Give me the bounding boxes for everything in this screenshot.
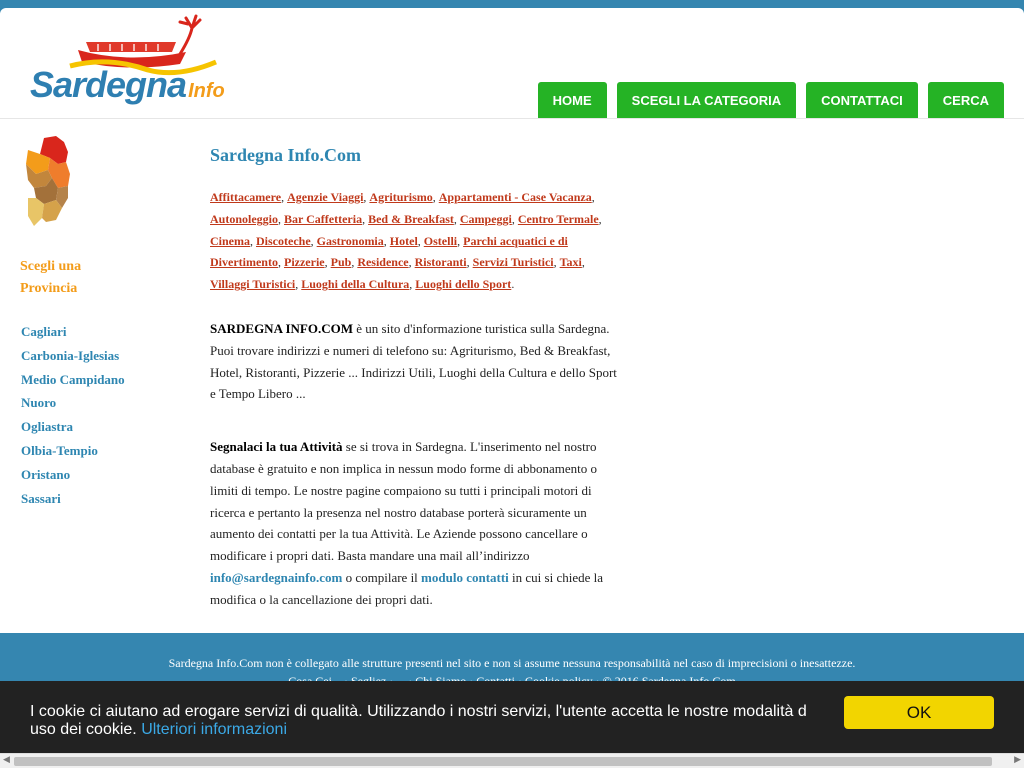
signup-text: se si trova in Sardegna. L'inserimento nel nostro database è gratuito e non implica in nessun modo forme di abbonamento o limiti di tempo. Le nostre pagine compaiono su tutti i principali motori di ricerca e pertanto la presenza nel nostro database porterà sicuramente un aumento dei contatti per la tua Attività. Le Aziende possono cancellare o modificare i propri dati. Basta mandare una mail all’indirizzo (210, 439, 598, 564)
category-link[interactable]: Taxi (559, 255, 582, 270)
category-link[interactable]: Agriturismo (369, 190, 433, 204)
main-nav (538, 82, 1004, 119)
category-link[interactable]: Luoghi dello Sport (415, 277, 512, 292)
intro-bold: SARDEGNA INFO.COM (210, 320, 354, 336)
main-content (210, 145, 625, 611)
signup-mid-text: o compilare il (342, 569, 422, 585)
email-link[interactable]: info@sardegnainfo.com (210, 569, 343, 585)
top-strip (0, 0, 1024, 8)
category-link[interactable]: Autonoleggio (210, 211, 279, 226)
footer-disclaimer: Sardegna Info.Com non è collegato alle strutture presenti nel sito e non si assume nessuna responsabilità nel caso di imprecisioni o inesattezze. (168, 656, 856, 670)
category-link[interactable]: Discoteche (256, 233, 311, 248)
category-link[interactable]: Appartamenti - Case Vacanza (438, 190, 592, 204)
category-link[interactable]: Ristoranti (414, 255, 467, 270)
category-link[interactable]: Agenzie Viaggi (287, 190, 364, 204)
category-links: Affittacamere, Agenzie Viaggi, Agriturismo, Appartamenti - Case Vacanza, Autonoleggio, Bar Caffetteria, Bed & Breakfast, Campeggi, Centro Termale, Cinema, Discoteche, Gastronomia, Hotel, Ostelli, Parchi acquatici e di Divertimento, Pizzerie, Pub, Residence, Ristoranti, Servizi Turistici, Taxi, Villaggi Turistici, Luoghi della Cultura, Luoghi dello Sport. (210, 190, 602, 292)
category-link[interactable]: Cinema (210, 233, 250, 248)
province-cagliari[interactable]: Cagliari (21, 324, 67, 339)
horizontal-scrollbar[interactable] (0, 753, 1024, 768)
header-divider (0, 118, 1024, 119)
category-link[interactable]: Ostelli (423, 233, 458, 248)
logo-sub-text: Info (188, 80, 225, 102)
province-sassari[interactable]: Sassari (21, 490, 61, 506)
cookie-ok-button[interactable]: OK (844, 696, 994, 729)
cookie-text (30, 703, 820, 739)
province-ogliastra[interactable]: Ogliastra (21, 419, 73, 435)
cookie-banner (0, 681, 1024, 753)
signup-end-text: in cui si chiede la modifica o la cancellazione dei propri dati. (210, 569, 604, 607)
signup-paragraph (210, 436, 625, 610)
sardinia-map-icon[interactable] (22, 134, 74, 233)
province-oristano[interactable]: Oristano (21, 466, 71, 482)
category-link[interactable]: Gastronomia (316, 233, 384, 248)
nav-home[interactable]: HOME (538, 82, 607, 119)
page-container (0, 8, 1024, 633)
category-link[interactable]: Parchi acquatici e di Divertimento (210, 233, 568, 270)
nav-contattaci[interactable]: CONTATTACI (806, 82, 918, 119)
scroll-right-icon[interactable]: ▶ (1014, 755, 1021, 765)
intro-text: è un sito d'informazione turistica sulla Sardegna. Puoi trovare indirizzi e numeri di telefono su: Agriturismo, Bed & Breakfast, Hotel, Ristoranti, Pizzerie ... Indirizzi Utili, Luoghi della Cultura e dello Sport e Tempo Libero ... (210, 320, 617, 402)
category-link[interactable]: Bar Caffetteria (284, 211, 363, 226)
category-link[interactable]: Pizzerie (283, 255, 325, 270)
cookie-more-info-link[interactable]: Ulteriori informazioni (141, 721, 288, 738)
province-olbia-tempio[interactable]: Olbia-Tempio (21, 442, 98, 458)
category-link[interactable]: Residence (357, 255, 409, 270)
logo-main-text: Sardegna (30, 64, 187, 105)
category-link[interactable]: Villaggi Turistici (210, 277, 296, 292)
logo-text (30, 64, 225, 106)
scrollbar-thumb[interactable] (14, 757, 992, 766)
category-link[interactable]: Affittacamere (210, 190, 282, 204)
site-logo[interactable] (28, 12, 238, 116)
category-link[interactable]: Luoghi della Cultura (301, 277, 410, 292)
category-link[interactable]: Campeggi (459, 211, 512, 226)
province-nuoro[interactable]: Nuoro (21, 395, 57, 411)
province-medio-campidano[interactable]: Medio Campidano (21, 371, 125, 387)
category-link[interactable]: Pub (330, 255, 352, 270)
category-link[interactable]: Centro Termale (517, 211, 599, 226)
contact-form-link[interactable]: modulo contatti (421, 569, 509, 585)
page-title: Sardegna Info.Com (210, 145, 362, 165)
nav-scegli-categoria[interactable]: SCEGLI LA CATEGORIA (617, 82, 797, 119)
category-link[interactable]: Servizi Turistici (472, 255, 554, 270)
sidebar-title: Scegli una Provincia (20, 259, 82, 296)
category-link[interactable]: Hotel (389, 233, 418, 248)
scroll-left-icon[interactable]: ◀ (3, 755, 10, 765)
signup-bold: Segnalaci la tua Attività (210, 439, 343, 455)
province-list (21, 320, 125, 510)
intro-paragraph (210, 318, 625, 405)
cookie-message: I cookie ci aiutano ad erogare servizi di qualità. Utilizzando i nostri servizi, l'utente accetta le nostre modalità d uso dei cookie. (30, 703, 807, 738)
nav-cerca[interactable]: CERCA (928, 82, 1004, 119)
province-carbonia-iglesias[interactable]: Carbonia-Iglesias (21, 347, 120, 363)
category-link[interactable]: Bed & Breakfast (368, 211, 454, 226)
